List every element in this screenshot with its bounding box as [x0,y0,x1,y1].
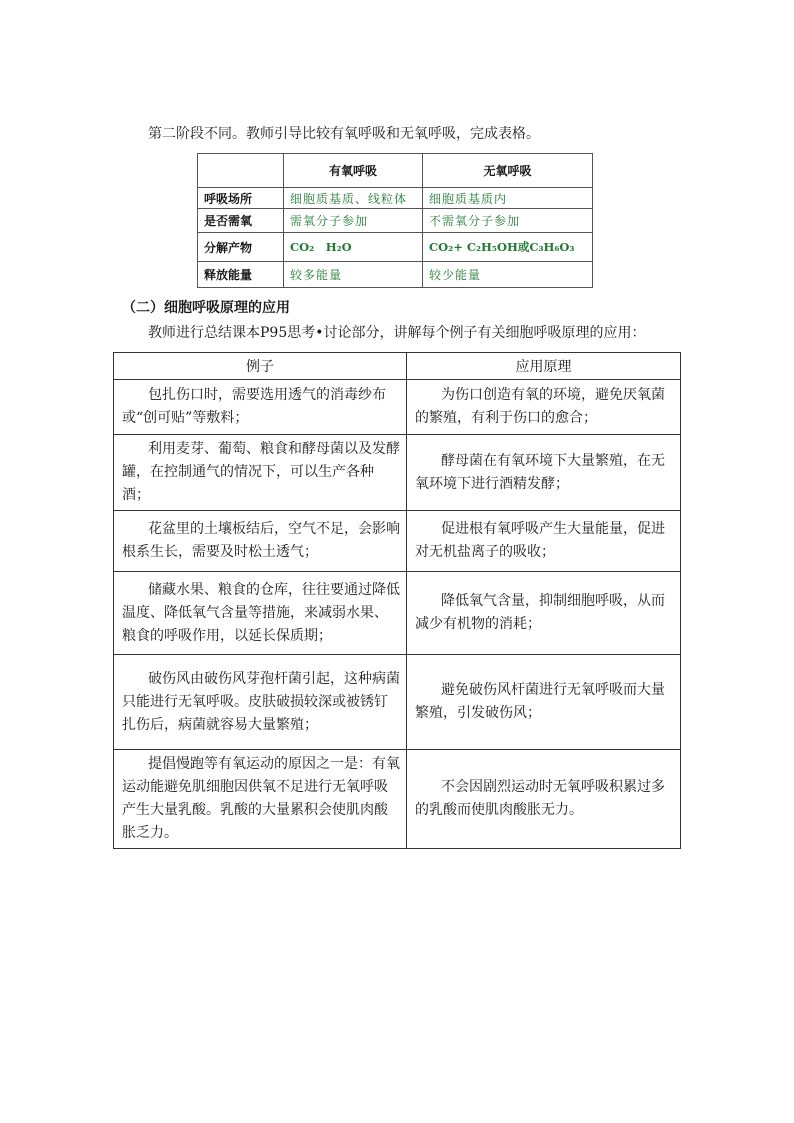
comparison-aerobic-value: CO₂ H₂O [284,233,423,262]
application-row [114,655,681,750]
comparison-row-label: 是否需氧 [198,209,284,233]
principle-cell [407,435,681,511]
comparison-row-label: 释放能量 [198,262,284,288]
comparison-anaerobic-value: CO₂+ C₂H₅OH或C₃H₆O₃ [423,233,593,262]
principle-cell [407,655,681,750]
application-row [114,511,681,572]
application-header-principle: 应用原理 [407,353,681,380]
principle-text: 为伤口创造有氧的环境，避免厌氧菌的繁殖，有利于伤口的愈合； [415,387,665,426]
application-row [114,435,681,511]
principle-cell [407,511,681,572]
example-cell [114,435,407,511]
application-row [114,750,681,849]
example-text: 破伤风由破伤风芽孢杆菌引起，这种病菌只能进行无氧呼吸。皮肤破损较深或被锈钉扎伤后，病菌就容易大量繁殖； [122,670,400,733]
application-header-example: 例子 [114,353,407,380]
summary-paragraph: 教师进行总结课本P95思考•讨论部分，讲解每个例子有关细胞呼吸原理的应用： [148,325,646,341]
example-cell [114,572,407,655]
example-cell [114,750,407,849]
comparison-row-label: 分解产物 [198,233,284,262]
principle-cell [407,750,681,849]
comparison-aerobic-value: 较多能量 [284,262,423,288]
comparison-anaerobic-value: 不需氧分子参加 [423,209,593,233]
example-text: 利用麦芽、葡萄、粮食和酵母菌以及发酵罐，在控制通气的情况下，可以生产各种酒； [122,441,400,503]
comparison-anaerobic-value: 较少能量 [423,262,593,288]
principle-text: 不会因剧烈运动时无氧呼吸积累过多的乳酸而使肌肉酸胀无力。 [415,779,665,818]
section-heading: （二）细胞呼吸原理的应用 [122,300,290,316]
example-text: 花盆里的土壤板结后，空气不足，会影响根系生长，需要及时松土透气； [122,521,400,560]
comparison-anaerobic-value: 细胞质基质内 [423,188,593,209]
comparison-table [197,153,593,288]
example-cell [114,655,407,750]
example-cell [114,380,407,435]
comparison-row [198,233,593,262]
principle-text: 酵母菌在有氧环境下大量繁殖，在无氧环境下进行酒精发酵； [415,452,665,492]
principle-text: 降低氧气含量，抑制细胞呼吸，从而减少有机物的消耗； [415,593,665,632]
intro-paragraph: 第二阶段不同。教师引导比较有氧呼吸和无氧呼吸，完成表格。 [148,126,540,142]
comparison-row [198,262,593,288]
example-text: 包扎伤口时，需要选用透气的消毒纱布或“创可贴”等敷料； [122,387,386,426]
application-row [114,380,681,435]
comparison-aerobic-value: 细胞质基质、线粒体 [284,188,423,209]
comparison-header-anaerobic: 无氧呼吸 [423,154,593,188]
principle-text: 促进根有氧呼吸产生大量能量，促进对无机盐离子的吸收； [415,521,665,560]
principle-text: 避免破伤风杆菌进行无氧呼吸而大量繁殖，引发破伤风； [415,682,665,721]
application-header-row [114,353,681,380]
example-text: 储藏水果、粮食的仓库，往往要通过降低温度、降低氧气含量等措施，来减弱水果、粮食的呼吸作用，以延长保质期； [122,581,400,644]
example-text: 提倡慢跑等有氧运动的原因之一是：有氧运动能避免肌细胞因供氧不足进行无氧呼吸产生大量乳酸。乳酸的大量累积会使肌肉酸胀乏力。 [122,756,400,841]
comparison-row [198,209,593,233]
comparison-row [198,188,593,209]
comparison-aerobic-value: 需氧分子参加 [284,209,423,233]
application-row [114,572,681,655]
principle-cell [407,572,681,655]
example-cell [114,511,407,572]
comparison-row-label: 呼吸场所 [198,188,284,209]
application-table [113,352,681,849]
principle-cell [407,380,681,435]
comparison-header-aerobic: 有氧呼吸 [284,154,423,188]
comparison-header-row [198,154,593,188]
comparison-header-blank [198,154,284,188]
